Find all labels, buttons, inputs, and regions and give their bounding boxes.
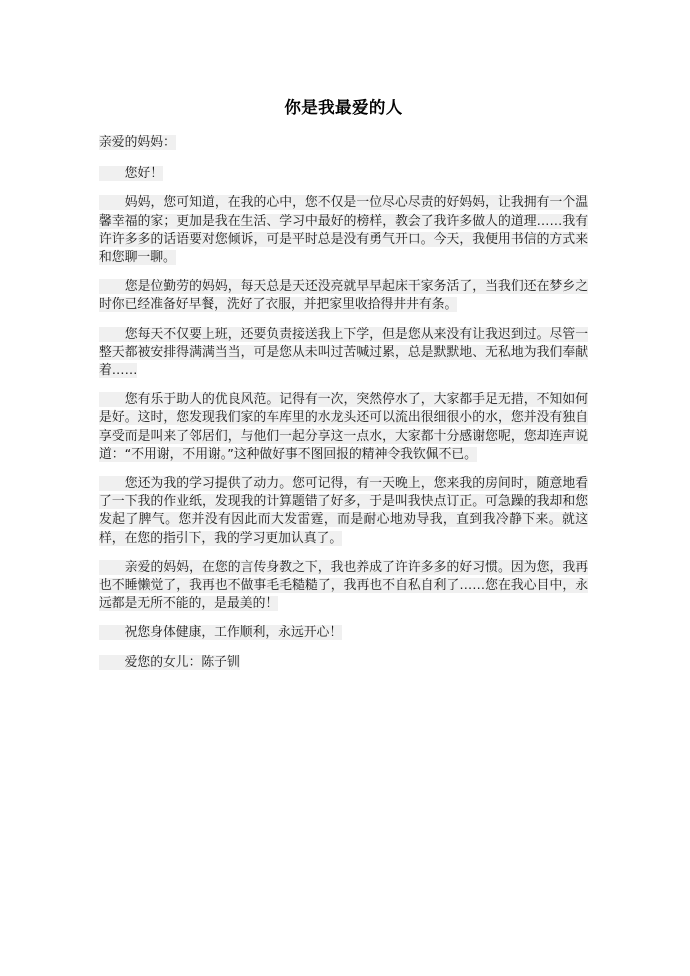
paragraph-text: 亲爱的妈妈，在您的言传身教之下，我也养成了许许多多的好习惯。因为您，我再也不睡懒觉了，我再也不做事毛毛糙糙了，我再也不自私自利了……您在我心目中，永远都是无所不能的，是最美的！ <box>99 559 589 612</box>
paragraph-text: 您每天不仅要上班，还要负责接送我上下学，但是您从来没有让我迟到过。尽管一整天都被安排得满满当当，可是您从未叫过苦喊过累，总是默默地、无私地为我们奉献着…… <box>99 326 589 379</box>
greeting-line <box>99 165 588 183</box>
body-paragraph-2 <box>99 278 588 314</box>
signature-text: 爱您的女儿：陈子钏 <box>99 655 240 670</box>
body-paragraph-1 <box>99 194 588 267</box>
body-paragraph-5 <box>99 475 588 548</box>
body-paragraph-6 <box>99 559 588 614</box>
paragraph-text: 您还为我的学习提供了动力。您可记得，有一天晚上，您来我的房间时，随意地看了一下我的作业纸，发现我的计算题错了好多，于是叫我快点订正。可急躁的我却和您发起了脾气。您并没有因此而大发雷霆，而是耐心地劝导我，直到我冷静下来。就这样，在您的指引下，我的学习更加认真了。 <box>99 476 589 546</box>
blessing-line <box>99 624 588 642</box>
paragraph-text: 您有乐于助人的优良风范。记得有一次，突然停水了，大家都手足无措，不知如何是好。这时，您发现我们家的车库里的水龙头还可以流出很细很小的水，您并没有独自享受而是叫来了邻居们，与他们一起分享这一点水，大家都十分感谢您呢，您却连声说道：“不用谢，不用谢。”这种做好事不图回报的精神令我钦佩不已。 <box>99 392 589 462</box>
document-title: 你是我最爱的人 <box>284 98 403 117</box>
greeting-text: 您好！ <box>99 166 163 181</box>
body-paragraph-3 <box>99 326 588 381</box>
paragraph-text: 您是位勤劳的妈妈，每天总是天还没亮就早早起床干家务活了，当我们还在梦乡之时你已经准备好早餐，洗好了衣服，并把家里收拾得井井有条。 <box>99 279 589 313</box>
body-paragraph-4 <box>99 391 588 464</box>
salutation-text: 亲爱的妈妈： <box>99 135 176 150</box>
salutation-line <box>99 134 588 152</box>
signature-line <box>99 654 588 672</box>
document-body <box>99 96 588 672</box>
paragraph-text: 妈妈，您可知道，在我的心中，您不仅是一位尽心尽责的好妈妈，让我拥有一个温馨幸福的家；更加是我在生活、学习中最好的榜样，教会了我许多做人的道理……我有许许多多的话语要对您倾诉，可是平时总是没有勇气开口。今天，我便用书信的方式来和您聊一聊。 <box>99 195 589 266</box>
blessing-text: 祝您身体健康，工作顺利，永远开心！ <box>99 625 342 640</box>
